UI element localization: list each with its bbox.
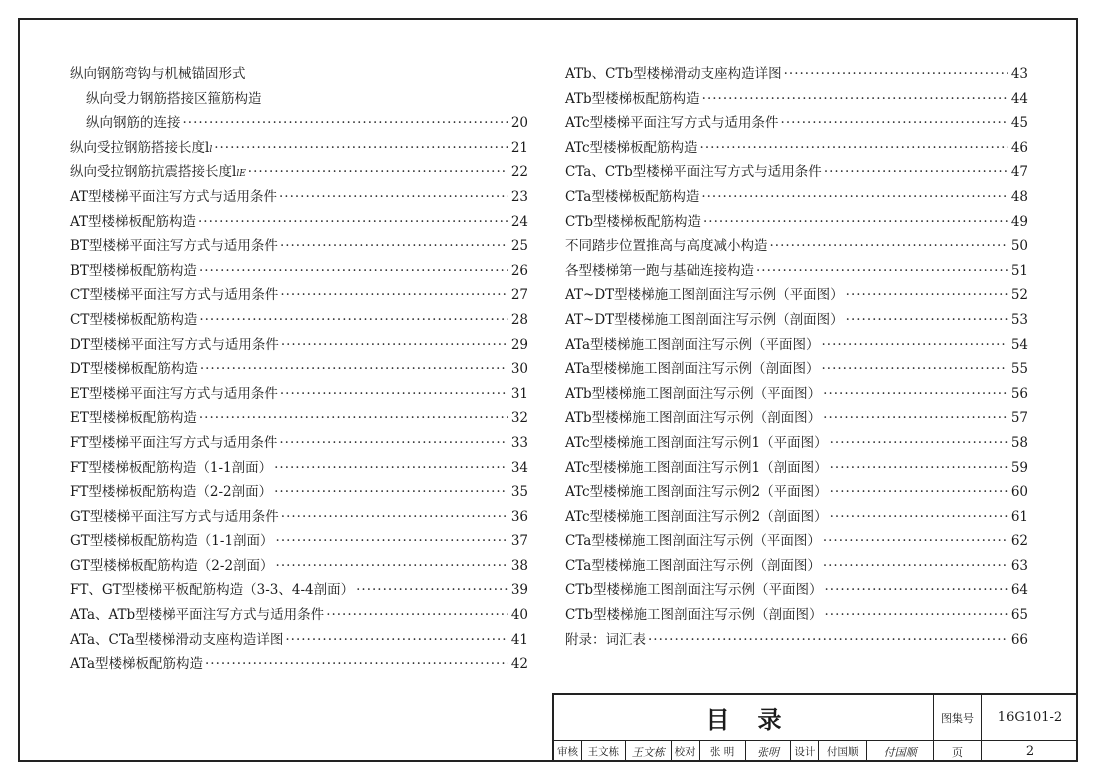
toc-entry-page: 38 [510,557,528,574]
toc-entry-title: 各型楼梯第一跑与基础连接构造 [565,262,754,279]
toc-entry-page: 63 [1010,557,1028,574]
toc-entry-title: DT型楼梯平面注写方式与适用条件 [70,336,279,353]
toc-entry [565,333,1028,358]
toc-entry [70,259,528,284]
toc-entry [565,111,1028,136]
toc-entry-title: BT型楼梯平面注写方式与适用条件 [70,238,278,255]
design-name: 付国顺 [819,741,867,762]
toc-entry-page: 52 [1010,287,1028,304]
toc-entry [70,652,528,677]
toc-leader-dots [822,337,1008,353]
page-label: 页 [934,741,982,762]
toc-entry-title: AT~DT型楼梯施工图剖面注写示例（剖面图） [565,311,844,328]
toc-entry [565,357,1028,382]
toc-leader-dots [770,238,1009,254]
toc-leader-dots [648,632,1008,648]
toc-entry [565,578,1028,603]
toc-entry-title: CTa、CTb型楼梯平面注写方式与适用条件 [565,164,822,181]
toc-entry-page: 58 [1010,434,1028,451]
toc-leader-dots [281,509,508,525]
toc-leader-dots [830,435,1008,451]
toc-entry [565,382,1028,407]
toc-entry [70,529,528,554]
toc-leader-dots [326,607,508,623]
toc-entry-title: ATb、CTb型楼梯滑动支座构造详图 [565,66,782,82]
toc-leader-dots [280,386,508,402]
toc-entry-page: 49 [1010,213,1028,230]
toc-leader-dots [280,238,508,254]
toc-entry [70,136,528,161]
toc-leader-dots [274,484,508,500]
toc-entry-title: AT~DT型楼梯施工图剖面注写示例（平面图） [565,287,844,304]
toc-entry-page: 46 [1010,139,1028,156]
toc-entry-page: 22 [510,164,528,181]
toc-entry-title: GT型楼梯板配筋构造（2-2剖面） [70,557,274,574]
toc-leader-dots [703,214,1008,230]
toc-leader-dots [756,263,1008,279]
toc-entry-title: FT型楼梯板配筋构造（1-1剖面） [70,459,273,476]
signature-row [554,741,934,762]
toc-entry-title: CTa型楼梯施工图剖面注写示例（平面图） [565,533,821,550]
toc-entry-page: 33 [510,434,528,451]
toc-entry-page: 27 [510,287,528,304]
toc-entry-title: ATc型楼梯平面注写方式与适用条件 [565,115,779,132]
toc-right-column [565,62,1028,652]
toc-entry-title: ATa、ATb型楼梯平面注写方式与适用条件 [70,607,325,624]
toc-entry [70,505,528,530]
toc-entry-title: ATb型楼梯施工图剖面注写示例（剖面图） [565,410,822,427]
toc-leader-dots [823,410,1008,426]
design-signature: 付国顺 [883,745,917,759]
toc-entry [70,456,528,481]
toc-entry-title: FT型楼梯平面注写方式与适用条件 [70,434,278,451]
toc-entry [565,529,1028,554]
toc-entry [70,210,528,235]
toc-leader-dots [846,287,1008,303]
toc-leader-dots [279,435,508,451]
toc-entry [565,308,1028,333]
toc-entry [70,406,528,431]
toc-entry-page: 59 [1010,459,1028,476]
toc-entry [565,160,1028,185]
toc-entry-page: 20 [510,115,528,132]
toc-entry-page: 54 [1010,336,1028,353]
toc-left-column [70,62,528,677]
toc-entry-title: ATa型楼梯施工图剖面注写示例（剖面图） [565,361,820,378]
toc-entry [565,628,1028,653]
toc-entry-title: ATc型楼梯施工图剖面注写示例1（剖面图） [565,459,828,476]
toc-leader-dots [281,337,508,353]
toc-entry-title: FT、GT型楼梯平板配筋构造（3-3、4-4剖面） [70,582,355,599]
toc-entry-page: 28 [510,311,528,328]
toc-entry-page: 39 [510,582,528,599]
review-label: 审核 [554,741,582,762]
toc-leader-dots [701,189,1008,205]
toc-entry-page: 65 [1010,607,1028,624]
toc-entry [70,554,528,579]
toc-entry-title: CTa型楼梯板配筋构造 [565,188,700,205]
toc-entry-page: 32 [510,410,528,427]
toc-entry-title: CT型楼梯板配筋构造 [70,311,198,328]
toc-entry-page: 30 [510,361,528,378]
toc-entry-title: ATc型楼梯板配筋构造 [565,139,698,156]
toc-entry-page: 31 [510,385,528,402]
toc-entry [70,357,528,382]
toc-leader-dots [199,312,508,328]
toc-entry [70,62,528,87]
toc-leader-dots [830,509,1008,525]
toc-leader-dots [830,484,1008,500]
toc-leader-dots [199,410,508,426]
toc-entry-page: 47 [1010,164,1028,181]
toc-entry-page: 48 [1010,188,1028,205]
toc-entry-page: 50 [1010,238,1028,255]
toc-entry-title: ATa、CTa型楼梯滑动支座构造详图 [70,631,284,648]
toc-entry-title: GT型楼梯平面注写方式与适用条件 [70,508,279,525]
toc-entry-page: 29 [510,336,528,353]
toc-entry [565,185,1028,210]
toc-entry [70,185,528,210]
toc-leader-dots [276,533,508,549]
toc-entry-page: 35 [510,484,528,501]
toc-entry-title: ET型楼梯板配筋构造 [70,410,197,427]
page-number: 2 [1025,744,1035,759]
toc-leader-dots [214,140,508,156]
toc-entry-title: ATa型楼梯板配筋构造 [70,656,204,673]
toc-entry [70,333,528,358]
toc-entry [565,603,1028,628]
toc-leader-dots [183,115,509,131]
toc-entry [70,234,528,259]
toc-entry-title: ATc型楼梯施工图剖面注写示例2（剖面图） [565,508,828,525]
toc-entry-page: 51 [1010,262,1028,279]
review-signature: 王文栋 [626,741,672,762]
toc-entry-page: 62 [1010,533,1028,550]
toc-leader-dots [198,214,508,230]
toc-entry-title: ATc型楼梯施工图剖面注写示例1（平面图） [565,434,828,451]
toc-entry-page: 26 [510,262,528,279]
toc-leader-dots [824,607,1008,623]
toc-entry [70,431,528,456]
toc-entry-page: 61 [1010,508,1028,525]
toc-leader-dots [200,361,508,377]
toc-entry [565,480,1028,505]
check-label: 校对 [672,741,700,762]
toc-leader-dots [356,582,508,598]
toc-entry-title: FT型楼梯板配筋构造（2-2剖面） [70,484,273,501]
toc-leader-dots [700,140,1008,156]
toc-leader-dots [822,361,1008,377]
toc-entry-title: 纵向受拉钢筋抗震搭接长度l [70,164,237,181]
toc-leader-dots [702,91,1008,107]
toc-leader-dots [280,287,508,303]
toc-entry-page: 53 [1010,311,1028,328]
toc-entry [70,382,528,407]
toc-entry [565,259,1028,284]
toc-entry-page: 25 [510,238,528,255]
toc-leader-dots [823,533,1008,549]
toc-leader-dots [823,386,1008,402]
toc-entry-title: 附录：词汇表 [565,631,646,648]
toc-entry-title: 纵向钢筋弯钩与机械锚固形式 [70,66,246,82]
toc-entry-page: 64 [1010,582,1028,599]
toc-entry [565,456,1028,481]
toc-entry [70,111,528,136]
toc-leader-dots [199,263,508,279]
toc-leader-dots [846,312,1008,328]
atlas-number: 16G101-2 [982,695,1078,741]
toc-entry-title: GT型楼梯板配筋构造（1-1剖面） [70,533,274,550]
toc-entry-title: ATc型楼梯施工图剖面注写示例2（平面图） [565,484,828,501]
toc-entry-title: CT型楼梯平面注写方式与适用条件 [70,287,279,304]
toc-leader-dots [784,66,1008,82]
toc-entry-page: 44 [1010,90,1028,107]
toc-entry-title: ATb型楼梯板配筋构造 [565,90,700,107]
toc-entry-title: ET型楼梯平面注写方式与适用条件 [70,385,278,402]
toc-entry-page: 21 [510,139,528,156]
toc-entry-title: 纵向钢筋的连接 [86,115,181,132]
toc-entry [70,628,528,653]
toc-entry [565,210,1028,235]
design-label: 设计 [791,741,819,762]
toc-entry [565,234,1028,259]
toc-entry [565,283,1028,308]
toc-entry-title: CTb型楼梯板配筋构造 [565,213,701,230]
toc-leader-dots [823,558,1008,574]
drawing-title: 目录 [554,695,934,741]
toc-entry-page: 60 [1010,484,1028,501]
toc-leader-dots [274,460,508,476]
toc-leader-dots [248,164,508,180]
toc-entry-title: CTb型楼梯施工图剖面注写示例（剖面图） [565,607,823,624]
toc-entry [565,406,1028,431]
toc-leader-dots [824,582,1008,598]
toc-entry-page: 34 [510,459,528,476]
toc-entry-subscript: lE [236,169,246,180]
toc-entry [70,603,528,628]
toc-entry-title: AT型楼梯平面注写方式与适用条件 [70,188,278,205]
toc-entry-page: 40 [510,607,528,624]
toc-entry-page: 42 [510,656,528,673]
toc-leader-dots [824,164,1008,180]
toc-leader-dots [781,115,1008,131]
toc-entry-title: BT型楼梯板配筋构造 [70,262,197,279]
toc-entry [565,505,1028,530]
toc-entry-title: CTb型楼梯施工图剖面注写示例（平面图） [565,582,823,599]
toc-entry [565,87,1028,112]
toc-entry-title: ATa型楼梯施工图剖面注写示例（平面图） [565,336,820,353]
check-name: 张 明 [700,741,746,762]
toc-leader-dots [279,189,508,205]
check-signature: 张明 [746,741,792,762]
toc-entry [70,160,528,185]
toc-entry [70,578,528,603]
toc-entry [565,62,1028,87]
toc-entry-page: 36 [510,508,528,525]
toc-entry-title: AT型楼梯板配筋构造 [70,213,197,230]
toc-entry-page: 23 [510,188,528,205]
toc-entry-title: 纵向受力钢筋搭接区箍筋构造 [86,90,262,107]
toc-entry-title: 不同踏步位置推高与高度减小构造 [565,238,768,255]
toc-entry [565,136,1028,161]
toc-entry-page: 66 [1010,631,1028,648]
toc-entry-page: 41 [510,631,528,648]
toc-entry [565,431,1028,456]
toc-entry-page: 43 [1010,66,1028,82]
toc-entry-page: 45 [1010,115,1028,132]
toc-entry-subscript: l [209,144,213,155]
toc-entry-title: 纵向受拉钢筋搭接长度l [70,139,210,156]
toc-entry [565,554,1028,579]
toc-leader-dots [276,558,508,574]
toc-entry [70,480,528,505]
toc-entry-page: 37 [510,533,528,550]
toc-entry [70,308,528,333]
toc-entry-page: 56 [1010,385,1028,402]
toc-leader-dots [830,460,1008,476]
toc-entry-title: ATb型楼梯施工图剖面注写示例（平面图） [565,385,822,402]
toc-entry [70,87,528,112]
toc-entry [70,283,528,308]
toc-entry-title: DT型楼梯板配筋构造 [70,361,198,378]
title-block [552,693,1078,762]
toc-entry-page: 24 [510,213,528,230]
review-name: 王文栋 [582,741,626,762]
toc-leader-dots [205,656,508,672]
toc-entry-page: 55 [1010,361,1028,378]
toc-entry-title: CTa型楼梯施工图剖面注写示例（剖面图） [565,557,821,574]
toc-entry-page: 57 [1010,410,1028,427]
toc-leader-dots [285,632,508,648]
atlas-number-label: 图集号 [934,695,982,741]
